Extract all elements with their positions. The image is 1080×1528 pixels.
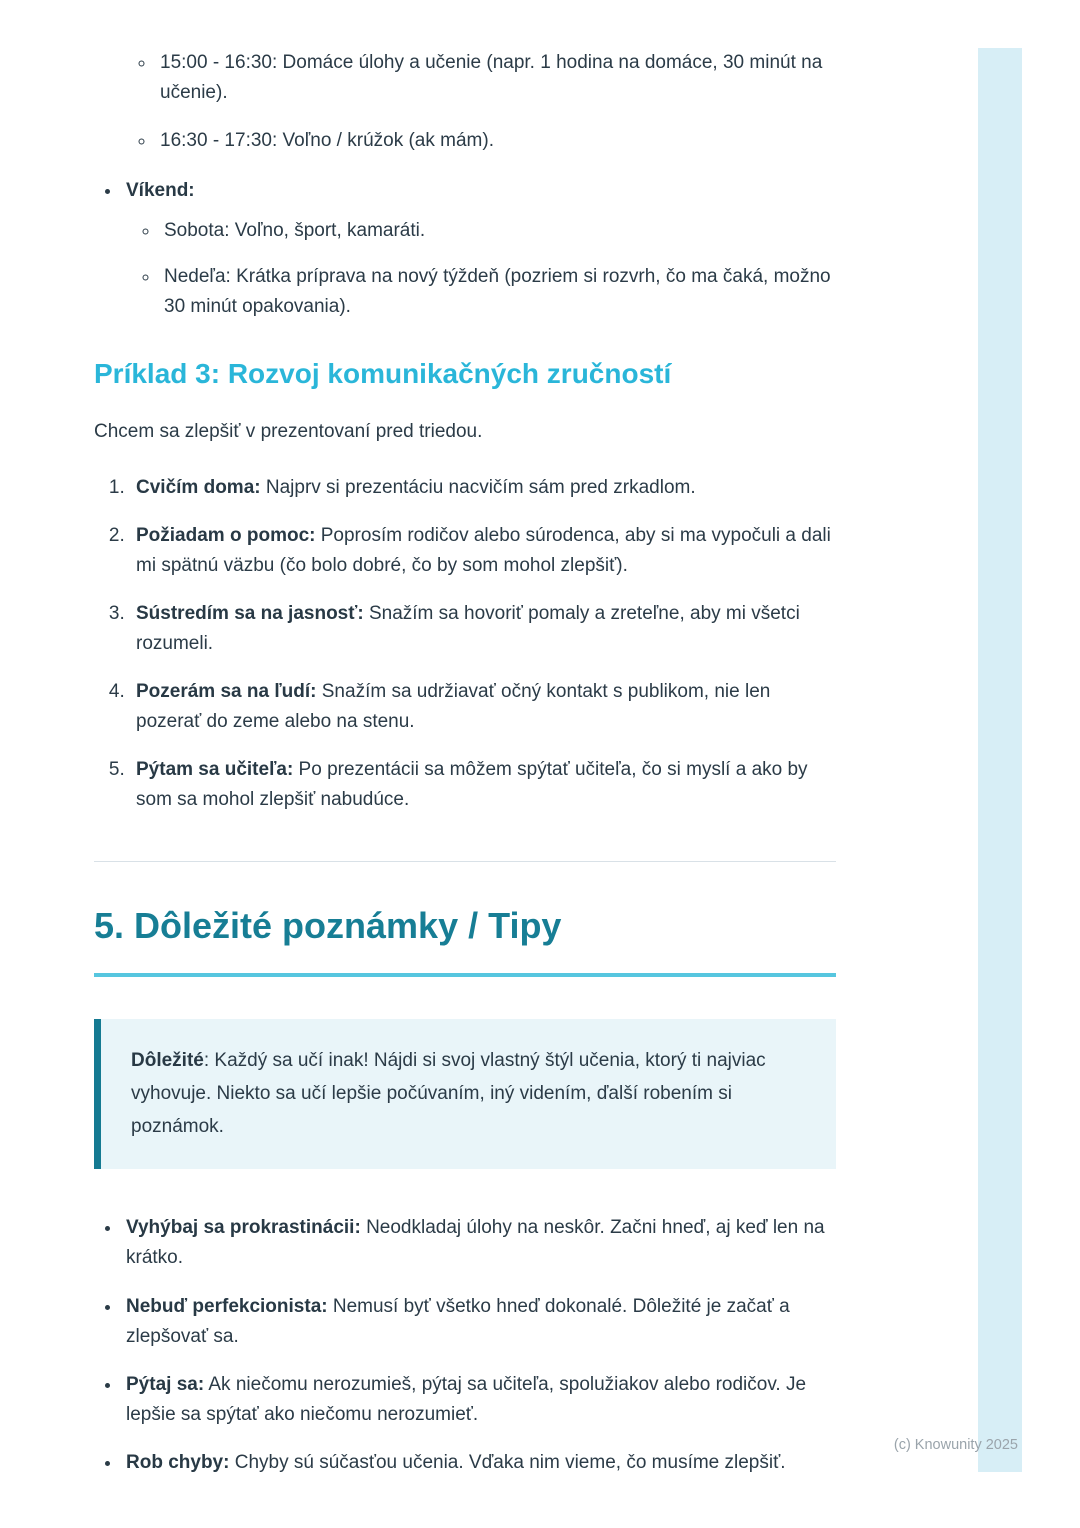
schedule-sublist-item (156, 126, 836, 156)
tip-item (122, 1213, 836, 1273)
example3-steps-list (94, 473, 836, 815)
tip-item (122, 1448, 836, 1478)
schedule-sublist-item (156, 48, 836, 108)
tip-item-lead: Rob chyby: (126, 1451, 230, 1473)
tip-item-lead: Pýtaj sa: (126, 1373, 205, 1395)
step-item (130, 521, 836, 581)
callout-lead: Dôležité (131, 1050, 204, 1072)
copyright-footer: (c) Knowunity 2025 (893, 1437, 1018, 1453)
tip-item-text: Neodkladaj úlohy na neskôr. Začni hneď, aj keď len na krátko. (126, 1217, 825, 1269)
tip-item-lead: Vyhýbaj sa prokrastinácii: (126, 1217, 361, 1239)
schedule-sublist-item-text: 16:30 - 17:30: Voľno / krúžok (ak mám). (160, 130, 494, 152)
weekend-sublist-item-text: Nedeľa: Krátka príprava na nový týždeň (pozriem si rozvrh, čo ma čaká, možno 30 minút opakovania). (164, 266, 831, 318)
step-item (130, 677, 836, 737)
step-item-text: Najprv si prezentáciu nacvičím sám pred zrkadlom. (260, 477, 696, 499)
step-item-text: Poprosím rodičov alebo súrodenca, aby si ma vypočuli a dali mi spätnú väzbu (čo bolo dobré, čo by som mohol zlepšiť). (136, 525, 831, 577)
weekend-list (94, 176, 836, 322)
step-item-text: Po prezentácii sa môžem spýtať učiteľa, čo si myslí a ako by som sa mohol zlepšiť nabudúce. (136, 759, 808, 811)
section-divider (94, 861, 836, 862)
page-content (94, 0, 836, 1478)
step-item-lead: Požiadam o pomoc: (136, 525, 316, 547)
weekend-sublist-item (160, 216, 836, 246)
step-item (130, 473, 836, 503)
schedule-sublist (94, 48, 836, 156)
tip-item (122, 1292, 836, 1352)
weekend-sublist (126, 216, 836, 322)
tip-item-text: Nemusí byť všetko hneď dokonalé. Dôležité je začať a zlepšovať sa. (126, 1295, 790, 1347)
callout-text: : Každý sa učí inak! Nájdi si svoj vlastný štýl učenia, ktorý ti najviac vyhovuje. Niekto sa učí lepšie počúvaním, iný videním, ďalší robením si poznámok. (131, 1050, 766, 1137)
tip-item-text: Chyby sú súčasťou učenia. Vďaka nim vieme, čo musíme zlepšiť. (229, 1451, 786, 1473)
example3-heading: Príklad 3: Rozvoj komunikačných zručností (94, 358, 672, 390)
tips-list (94, 1213, 836, 1477)
step-item-text: Snažím sa udržiavať očný kontakt s publikom, nie len pozerať do zeme alebo na stenu. (136, 681, 771, 733)
tips-section-heading: 5. Dôležité poznámky / Tipy (94, 904, 836, 977)
tip-item-text: Ak niečomu nerozumieš, pýtaj sa učiteľa, spolužiakov alebo rodičov. Je lepšie sa spýtať ako niečomu nerozumieť. (126, 1373, 807, 1425)
weekend-list-item (122, 176, 836, 322)
weekend-label: Víkend: (126, 180, 195, 202)
important-callout (94, 1019, 836, 1169)
step-item-text: Snažím sa hovoriť pomaly a zreteľne, aby mi všetci rozumeli. (136, 603, 800, 655)
weekend-sublist-item (160, 262, 836, 322)
tip-item (122, 1370, 836, 1430)
weekend-sublist-item-text: Sobota: Voľno, šport, kamaráti. (164, 220, 426, 242)
step-item-lead: Pozerám sa na ľudí: (136, 681, 317, 703)
step-item-lead: Cvičím doma: (136, 477, 261, 499)
page-edge-stripe (978, 48, 1022, 1472)
step-item (130, 755, 836, 815)
step-item-lead: Sústredím sa na jasnosť: (136, 603, 364, 625)
tip-item-lead: Nebuď perfekcionista: (126, 1295, 328, 1317)
step-item-lead: Pýtam sa učiteľa: (136, 759, 294, 781)
step-item (130, 599, 836, 659)
example3-intro: Chcem sa zlepšiť v prezentovaní pred triedou. (94, 421, 483, 443)
schedule-sublist-item-text: 15:00 - 16:30: Domáce úlohy a učenie (napr. 1 hodina na domáce, 30 minút na učenie). (160, 52, 823, 104)
